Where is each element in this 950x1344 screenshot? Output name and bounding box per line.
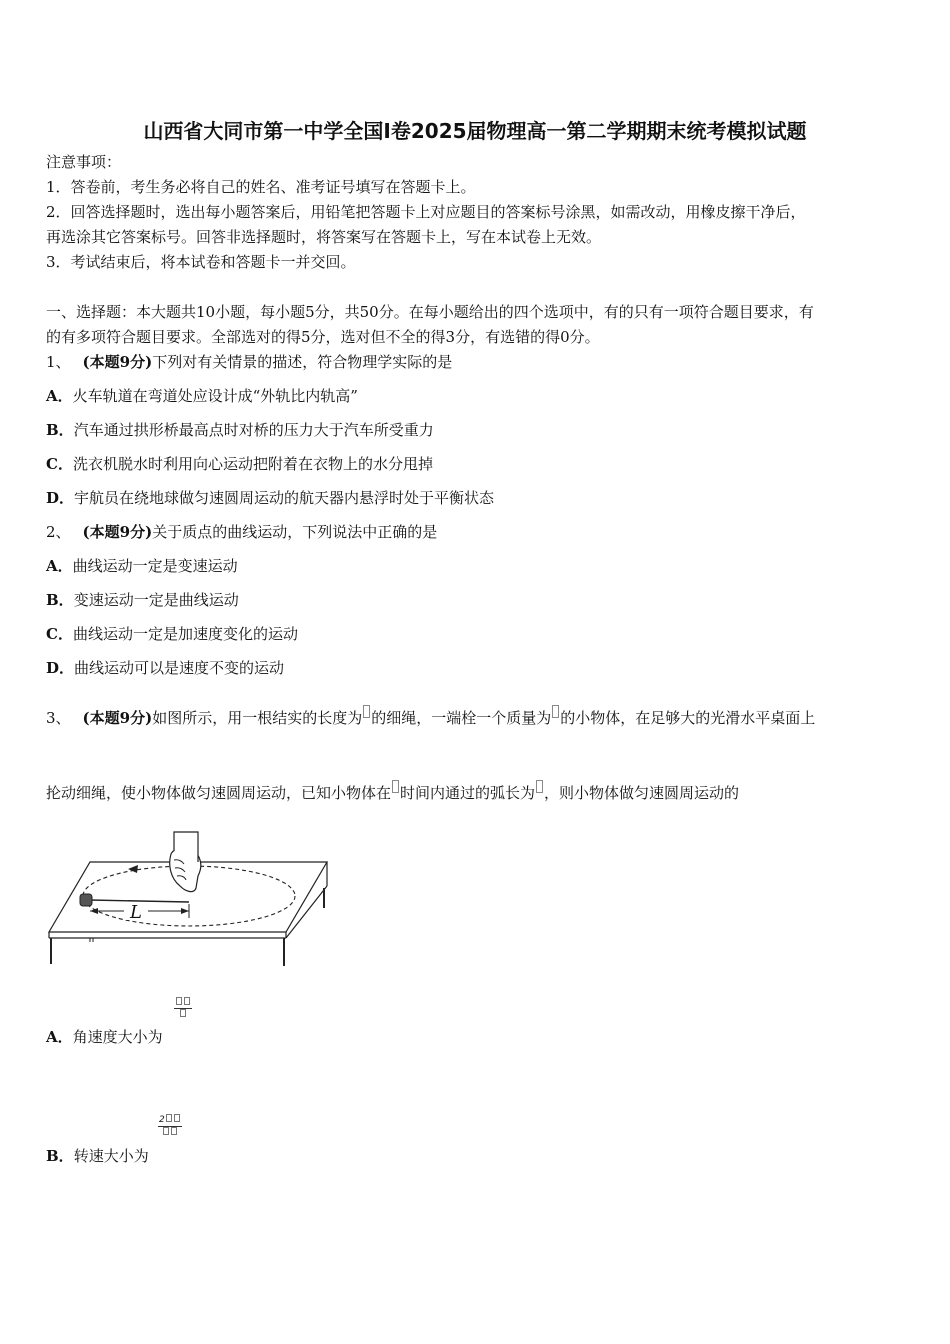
q3-option-a-label: A． [46, 1028, 73, 1046]
q3-stem2-part3: ，则小物体做匀速圆周运动的 [544, 784, 740, 802]
fraction-coefficient: 2 [159, 1115, 165, 1125]
q2-option-c-text: 曲线运动一定是加速度变化的运动 [72, 625, 298, 643]
q1-option-d-label: D． [46, 489, 75, 507]
q1-option-c-label: C． [46, 455, 73, 473]
q3-option-a-fraction [174, 997, 192, 1020]
length-label: L [130, 902, 142, 923]
q2-stem-text: 关于质点的曲线运动，下列说法中正确的是 [152, 523, 438, 541]
q2-option-a-label: A． [46, 557, 73, 575]
q2-option-b [46, 590, 239, 610]
q1-stem-text: 下列对有关情景的描述，符合物理学实际的是 [152, 353, 453, 371]
missing-symbol-box [536, 780, 543, 793]
q3-option-b [46, 1146, 149, 1166]
q1-option-c-text: 洗衣机脱水时利用向心运动把附着在衣物上的水分甩掉 [72, 455, 433, 473]
missing-symbol-box [363, 705, 370, 718]
q2-option-c-label: C． [46, 625, 73, 643]
q3-stem2-part1: 抡动细绳，使小物体做匀速圆周运动，已知小物体在 [46, 784, 392, 802]
section-heading-line1: 一、选择题：本大题共10小题，每小题5分，共50分。在每小题给出的四个选项中，有的只有一项符合题目要求，有 [46, 303, 814, 321]
q3-option-a-text: 角速度大小为 [72, 1028, 163, 1046]
missing-symbol-box [392, 780, 399, 793]
q3-option-b-label: B． [46, 1147, 74, 1165]
q1-option-c [46, 454, 433, 474]
q3-stem-part2: 的细绳，一端栓一个质量为 [371, 709, 552, 727]
q2-option-a [46, 556, 238, 576]
q3-stem-line1 [46, 705, 815, 728]
notice-item-2: 2．回答选择题时，选出每小题答案后，用铅笔把答题卡上对应题目的答案标号涂黑，如需改动，用橡皮擦干净后， [46, 203, 806, 221]
q2-option-c [46, 624, 298, 644]
q3-option-b-fraction [158, 1114, 182, 1138]
notice-heading: 注意事项： [46, 153, 122, 171]
q2-option-a-text: 曲线运动一定是变速运动 [72, 557, 238, 575]
q1-option-b-text: 汽车通过拱形桥最高点时对桥的压力大于汽车所受重力 [73, 421, 434, 439]
q1-option-d-text: 宇航员在绕地球做匀速圆周运动的航天器内悬浮时处于平衡状态 [74, 489, 495, 507]
q2-stem [46, 522, 437, 542]
q2-tag: (本题9分) [82, 523, 153, 541]
section-heading-line2: 的有多项符合题目要求。全部选对的得5分，选对但不全的得3分，有选错的得0分。 [46, 328, 600, 346]
notice-item-1: 1．答卷前，考生务必将自己的姓名、准考证号填写在答题卡上。 [46, 178, 476, 196]
q3-option-b-text: 转速大小为 [73, 1147, 149, 1165]
q3-stem-part1: 如图所示，用一根结实的长度为 [152, 709, 363, 727]
q3-tag: (本题9分) [82, 709, 153, 727]
q2-option-d [46, 658, 284, 678]
q2-number: 2、 [46, 523, 71, 541]
q1-option-a-label: A． [46, 387, 73, 405]
q2-option-d-label: D． [46, 659, 75, 677]
q2-option-b-text: 变速运动一定是曲线运动 [73, 591, 239, 609]
q1-option-a [46, 386, 358, 406]
exam-title: 山西省大同市第一中学全国Ⅰ卷2025届物理高一第二学期期末统考模拟试题 [143, 119, 807, 143]
missing-symbol-box [552, 705, 559, 718]
small-object [80, 894, 92, 906]
q1-tag: (本题9分) [82, 353, 153, 371]
q1-stem [46, 352, 452, 372]
notice-item-2-cont: 再选涂其它答案标号。回答非选择题时，将答案写在答题卡上，写在本试卷上无效。 [46, 228, 602, 246]
q1-option-a-text: 火车轨道在弯道处应设计成“外轨比内轨高” [72, 387, 358, 405]
q3-stem-line2 [46, 780, 739, 803]
q3-option-a [46, 1027, 163, 1047]
q3-figure-table-diagram [46, 828, 331, 970]
q1-option-b-label: B． [46, 421, 74, 439]
q1-option-b [46, 420, 434, 440]
q3-stem2-part2: 时间内通过的弧长为 [400, 784, 536, 802]
q3-stem-part3: 的小物体，在足够大的光滑水平桌面上 [560, 709, 816, 727]
q2-option-b-label: B． [46, 591, 74, 609]
q2-option-d-text: 曲线运动可以是速度不变的运动 [74, 659, 285, 677]
q1-number: 1、 [46, 353, 71, 371]
q1-option-d [46, 488, 494, 508]
notice-item-3: 3．考试结束后，将本试卷和答题卡一并交回。 [46, 253, 356, 271]
q3-number: 3、 [46, 709, 71, 727]
